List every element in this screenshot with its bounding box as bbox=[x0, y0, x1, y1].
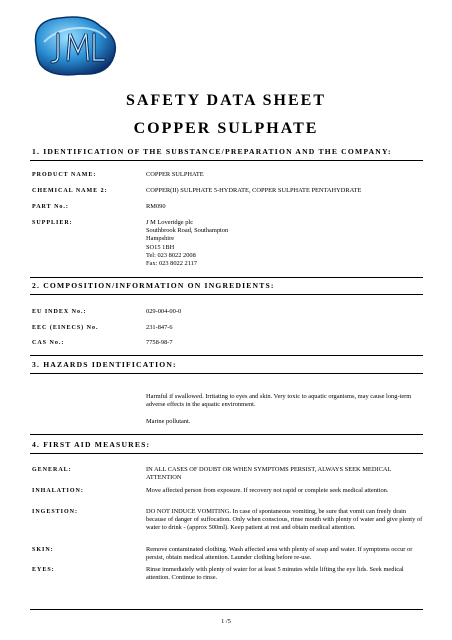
footer-rule bbox=[30, 609, 423, 610]
general-label: GENERAL: bbox=[32, 467, 72, 473]
cas-value: 7758-98-7 bbox=[146, 339, 173, 346]
ingestion-label: INGESTION: bbox=[32, 509, 79, 515]
section-4-heading: 4. FIRST AID MEASURES: bbox=[32, 440, 151, 449]
supplier-line: Tel: 023 8022 2008 bbox=[146, 251, 196, 259]
inhalation-label: INHALATION: bbox=[32, 488, 84, 494]
section-3-rule bbox=[30, 373, 423, 374]
eyes-label: EYES: bbox=[32, 567, 55, 573]
section-4-rule bbox=[30, 453, 423, 454]
section-1-rule bbox=[30, 160, 423, 161]
supplier-address bbox=[146, 219, 426, 268]
part-no-value: RM090 bbox=[146, 203, 166, 210]
general-value: IN ALL CASES OF DOUBT OR WHEN SYMPTOMS PERSIST, ALWAYS SEEK MEDICAL ATTENTION bbox=[146, 466, 392, 482]
marine-pollutant-text: Marine pollutant. bbox=[146, 418, 191, 425]
chemical-name-label: CHEMICAL NAME 2: bbox=[32, 188, 108, 194]
hazards-text: Harmful if swallowed. Irritating to eyes and skin. Very toxic to aquatic organisms, may cause long-term adverse effects in the aquatic environment. bbox=[146, 393, 412, 409]
section-4-top-rule bbox=[30, 434, 423, 435]
part-no-label: PART No.: bbox=[32, 204, 69, 210]
supplier-line: Fax: 023 8022 2117 bbox=[146, 260, 198, 268]
ingestion-value: DO NOT INDUCE VOMITING. In case of spontaneous vomiting, be sure that vomit can freely drain because of danger of suffocation. Only when conscious, rinse mouth with plenty of water and give plenty of water to drink - (approx 500ml). Keep patient at rest and obtain medical attention. bbox=[146, 508, 423, 532]
inhalation-value: Move affected person from exposure. If recovery not rapid or complete seek medical attention. bbox=[146, 487, 389, 494]
section-3-top-rule bbox=[30, 355, 423, 356]
eyes-value: Rinse immediately with plenty of water for at least 5 minutes while lifting the eye lids. Seek medical attention. Continue to rinse. bbox=[146, 566, 404, 582]
eu-index-label: EU INDEX No.: bbox=[32, 309, 87, 315]
supplier-line: Hampshire bbox=[146, 235, 175, 243]
eec-label: EEC (EINECS) No. bbox=[32, 325, 99, 331]
company-logo bbox=[30, 12, 122, 80]
eu-index-value: 029-004-00-0 bbox=[146, 308, 182, 315]
section-1-heading: 1. IDENTIFICATION OF THE SUBSTANCE/PREPARATION AND THE COMPANY: bbox=[32, 147, 392, 156]
page-number: 1 /5 bbox=[221, 618, 231, 625]
skin-value: Remove contaminated clothing. Wash affected area with plenty of soap and water. If symptoms occur or persist, obtain medical attention. Launder clothing before re-use. bbox=[146, 546, 413, 562]
section-3-heading: 3. HAZARDS IDENTIFICATION: bbox=[32, 360, 177, 369]
section-2-heading: 2. COMPOSITION/INFORMATION ON INGREDIENTS: bbox=[32, 281, 275, 290]
chemical-name-value: COPPER(II) SULPHATE 5-HYDRATE, COPPER SULPHATE PENTAHYDRATE bbox=[146, 187, 362, 194]
supplier-line: SO15 1BH bbox=[146, 243, 175, 251]
skin-label: SKIN: bbox=[32, 547, 54, 553]
product-name-label: PRODUCT NAME: bbox=[32, 172, 97, 178]
product-title: COPPER SULPHATE bbox=[133, 120, 319, 137]
supplier-line: Southbrook Road, Southampton bbox=[146, 227, 229, 235]
cas-label: CAS No.: bbox=[32, 340, 65, 346]
document-title: SAFETY DATA SHEET bbox=[126, 92, 326, 109]
section-2-rule bbox=[30, 294, 423, 295]
supplier-line: J M Loveridge plc bbox=[146, 219, 194, 226]
eec-value: 231-847-6 bbox=[146, 324, 173, 331]
product-name-value: COPPER SULPHATE bbox=[146, 171, 204, 178]
supplier-label: SUPPLIER: bbox=[32, 220, 73, 226]
section-2-top-rule bbox=[30, 277, 423, 278]
